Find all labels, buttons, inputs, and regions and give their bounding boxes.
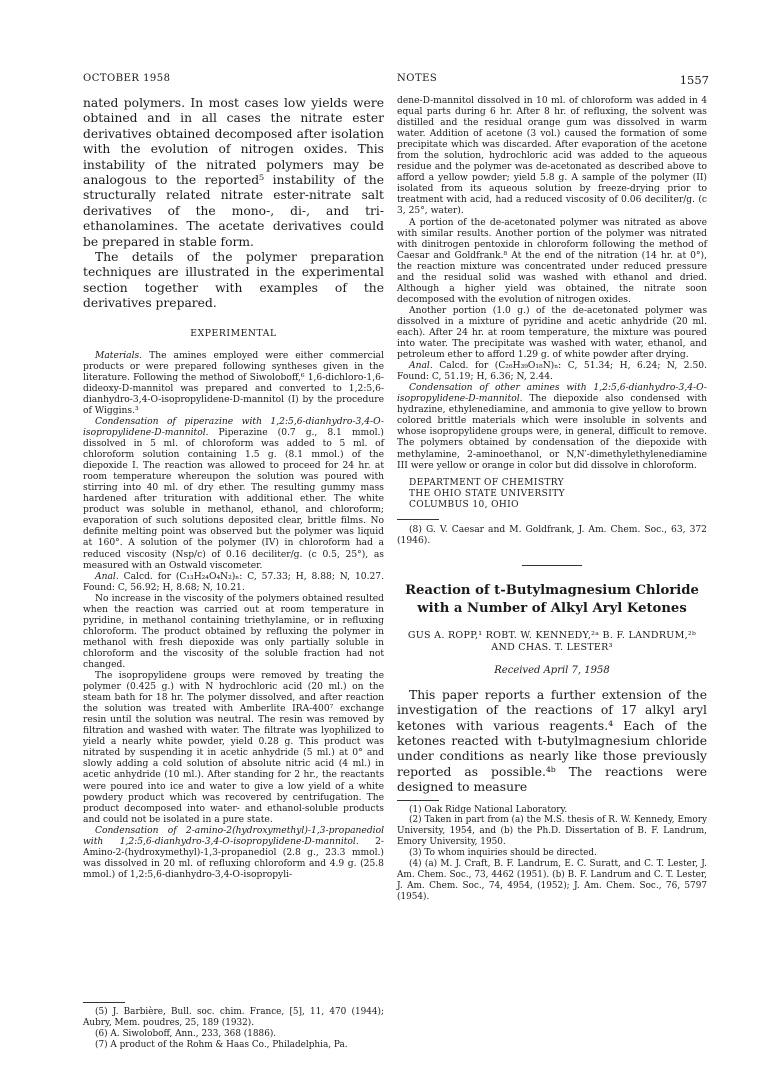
address-line: THE OHIO STATE UNIVERSITY (409, 488, 565, 499)
footnote: (3) To whom inquiries should be directed. (409, 848, 597, 859)
body-paragraph: The details of the polymer preparation techniques are illustrated in the experimental section together with examples of the derivatives prepared. (83, 250, 384, 311)
analysis-line (397, 361, 707, 383)
footnote: (6) A. Siwoloboff, Ann., 233, 368 (1886). (95, 1028, 277, 1039)
article-title: Reaction of t-Butylmagnesium Chloride with a Number of Alkyl Aryl Ketones (405, 582, 699, 616)
affiliation-address (409, 478, 707, 511)
paragraph-text: Calcd. for (C₁₃H₂₄O₄N₂)ₙ: C, 57.33; H, 8.88; N, 10.27. Found: C, 56.92; H, 8.68; N, 10.21. (83, 571, 384, 593)
run-in-heading: Condensation of piperazine with 1,2:5,6-dianhydro-3,4-O-isopropylidene-D-mannitol. (83, 416, 384, 439)
body-paragraph: nated polymers. In most cases low yields were obtained and in all cases the nitrate ester derivatives obtained decomposed after isolation with the evolution of nitrogen oxides. This instability of the nitrated polymers may be analogous to the reported⁵ instability of the structurally related nitrate ester-nitrate salt derivatives of the mono-, di-, and tri-ethanolamines. The acetate derivatives could be prepared in stable form. (83, 96, 384, 249)
analysis-line (83, 572, 384, 594)
experimental-paragraph: The isopropylidene groups were removed by treating the polymer (0.425 g.) with N hydrochloric acid (20 ml.) on the steam bath for 18 hr. The polymer dissolved, and after reaction the solution was treated with Amberlite IRA-400⁷ exchange resin until the solution was neutral. The resin was removed by filtration and washed with water. The filtrate was lyophilized to yield a nearly white powder, yield 0.28 g. This product was nitrated by suspending it in acetic anhydride (5 ml.) at 0° and slowly adding a cold solution of absolute nitric acid (4 ml.) in acetic anhydride (10 ml.). After standing for 2 hr., the reactants were poured into ice and water to give a low yield of a white powdery product which was recovered by centrifugation. The product decomposed into water- and ethanol-soluble products and could not be isolated in a pure state. (83, 671, 384, 825)
article-divider (522, 565, 582, 566)
left-column (83, 96, 384, 881)
section-heading: EXPERIMENTAL (190, 327, 277, 339)
received-date: Received April 7, 1958 (494, 664, 610, 676)
paragraph-text: The amines employed were either commercial products or were prepared following syntheses given in the literature. Following the method of Siwoloboff,⁶ 1,6-dichloro-1,6-dideoxy-D-mannitol was prepared and converted to 1,2:5,6-dianhydro-3,4-O-isopropylidene-D-mannitol (I) by the procedure of Wiggins.³ (83, 350, 384, 416)
page-number: 1557 (679, 73, 709, 87)
reference-text: (8) G. V. Caesar and M. Goldfrank, J. Am. Chem. Soc., 63, 372 (1946). (397, 524, 707, 546)
footnote: (7) A product of the Rohm & Haas Co., Philadelphia, Pa. (95, 1039, 348, 1050)
author-line: GUS A. ROPP,¹ ROBT. W. KENNEDY,²ᵃ B. F. LANDRUM,²ᵇ (407, 629, 697, 641)
footnote-list (83, 1007, 384, 1051)
footnote-rule (83, 1002, 125, 1003)
run-in-heading: Materials. (95, 350, 143, 361)
address-line: DEPARTMENT OF CHEMISTRY (409, 477, 565, 488)
right-column (397, 96, 707, 903)
running-header-date: OCTOBER 1958 (83, 73, 171, 84)
footnote: (5) J. Barbière, Bull. soc. chim. France, [5], 11, 470 (1944); Aubry, Mem. poudres, 25, 189 (1932). (83, 1007, 384, 1028)
paragraph-text: Piperazine (0.7 g., 8.1 mmol.) dissolved in 5 ml. of chloroform was added to 5 ml. of chloroform solution containing 1.5 g. (8.1 mmol.) of the diepoxide I. The reaction was allowed to proceed for 24 hr. at room temperature whereupon the solution was poured with stirring into 40 ml. of dry ether. The resulting gummy mass hardened after trituration with additional ether. The white product was soluble in methanol, ethanol, and chloroform; evaporation of such solutions deposited clear, brittle films. No definite melting point was observed but the polymer was liquid at 160°. A solution of the polymer (IV) in chloroform had a reduced viscosity (Nsp/c) of 0.16 deciliter/g. (c 0.5, 25°), as measured with an Ostwald viscometer. (83, 428, 384, 571)
run-in-heading: Anal. (409, 361, 433, 372)
run-in-heading: Condensation of other amines with 1,2:5,6-dianhydro-3,4-O-isopropylidene-D-mannitol. (397, 383, 707, 405)
footnote: (4) (a) M. J. Craft, B. F. Landrum, E. C. Suratt, and C. T. Lester, J. Am. Chem. Soc., 73, 4462 (1951). (b) B. F. Landrum and C. T. Lester, J. Am. Chem. Soc., 74, 4954, (1952); J. Am. Chem. Soc., 76, 5797 (1954). (397, 859, 707, 902)
experimental-paragraph: dene-D-mannitol dissolved in 10 ml. of chloroform was added in 4 equal parts during 6 hr. After 8 hr. of refluxing, the solvent was distilled and the residual orange gum was dissolved in warm water. Addition of acetone (3 vol.) caused the formation of some precipitate which was discarded. After evaporation of the acetone from the solution, hydrochloric acid was added to the aqueous residue and the polymer was de-acetonated as described above to afford a yellow powder; yield 5.8 g. A sample of the polymer (II) isolated from its aqueous solution by freeze-drying prior to treatment with acid, had a reduced viscosity of 0.06 deciliter/g. (c 3, 25°, water). (397, 96, 707, 217)
address-line: COLUMBUS 10, OHIO (409, 499, 519, 510)
experimental-paragraph (83, 351, 384, 417)
experimental-paragraph (83, 417, 384, 572)
experimental-paragraph: A portion of the de-acetonated polymer was nitrated as above with similar results. Another portion of the polymer was nitrated with dinitrogen pentoxide in chloroform following the method of Caesar and Goldfrank.⁸ At the end of the nitration (14 hr. at 0°), the reaction mixture was concentrated under reduced pressure and the residual solid was washed with ethanol and dried. Although a higher yield was obtained, the nitrate soon decomposed with the evolution of nitrogen oxides. (397, 217, 707, 305)
footnote: (2) Taken in part from (a) the M.S. thesis of R. W. Kennedy, Emory University, 1954, and (b) the Ph.D. Dissertation of B. F. Landrum, Emory University, 1950. (397, 815, 707, 848)
paragraph-text: The diepoxide also condensed with hydrazine, ethylenediamine, and ammonia to give yellow to brown colored brittle materials which were insoluble in solvents and whose isopropylidene groups were, in general, difficult to remove. The polymers obtained by condensation of the diepoxide with methylamine, 2-aminoethanol, or N,N′-dimethylethylenediamine III were yellow or orange in color but did dissolve in chloroform. (397, 394, 707, 471)
experimental-paragraph: Another portion (1.0 g.) of the de-acetonated polymer was dissolved in a mixture of pyridine and acetic anhydride (20 ml. each). After 24 hr. at room temperature, the mixture was poured into water. The precipitate was washed with water, ethanol, and petroleum ether to afford 1.29 g. of white powder after drying. (397, 305, 707, 361)
intro-paragraph: This paper reports a further extension of the investigation of the reactions of 17 alkyl aryl ketones with various reagents.⁴ Each of the ketones reacted with t-butylmagnesium chloride under conditions as nearly like those previously reported as possible.⁴ᵇ The reactions were designed to measure (397, 687, 707, 795)
left-footnotes (83, 1001, 384, 1051)
run-in-heading: Anal. (95, 571, 119, 582)
author-line: AND CHAS. T. LESTER³ (491, 642, 613, 654)
footnote: (1) Oak Ridge National Laboratory. (409, 804, 568, 815)
run-in-heading: Condensation of 2-amino-2(hydroxymethyl)-1,3-propanediol with 1,2:5,6-dianhydro-3,4-O-isopropylidene-D-mannitol. (83, 825, 384, 847)
author-list (397, 630, 707, 655)
paragraph-text: 2-Amino-2-(hydroxymethyl)-1,3-propanediol (2.8 g., 23.3 mmol.) was dissolved in 20 ml. of refluxing chloroform and 4.9 g. (25.8 mmol.) of 1,2:5,6-dianhydro-3,4-O-isopropyli- (83, 836, 385, 880)
paragraph-text: Calcd. for (C₂₆H₃₉O₁₈N)ₙ: C, 51.34; H, 6.24; N, 2.50. Found: C, 51.19; H, 6.36; N, 2.44. (397, 361, 707, 383)
footnote-list (397, 805, 707, 903)
experimental-paragraph: No increase in the viscosity of the polymers obtained resulted when the reaction was carried out at room temperature in pyridine, in methanol containing triethylamine, or in refluxing chloroform. The product obtained by refluxing the polymer in methanol with fresh diepoxide was only partially soluble in chloroform and the viscosity of the soluble fraction had not changed. (83, 593, 384, 670)
experimental-paragraph (397, 383, 707, 471)
running-header-section: NOTES (397, 73, 438, 84)
reference-rule (397, 519, 439, 520)
experimental-paragraph (83, 826, 384, 881)
reference (397, 525, 707, 547)
footnote-rule (397, 800, 439, 801)
